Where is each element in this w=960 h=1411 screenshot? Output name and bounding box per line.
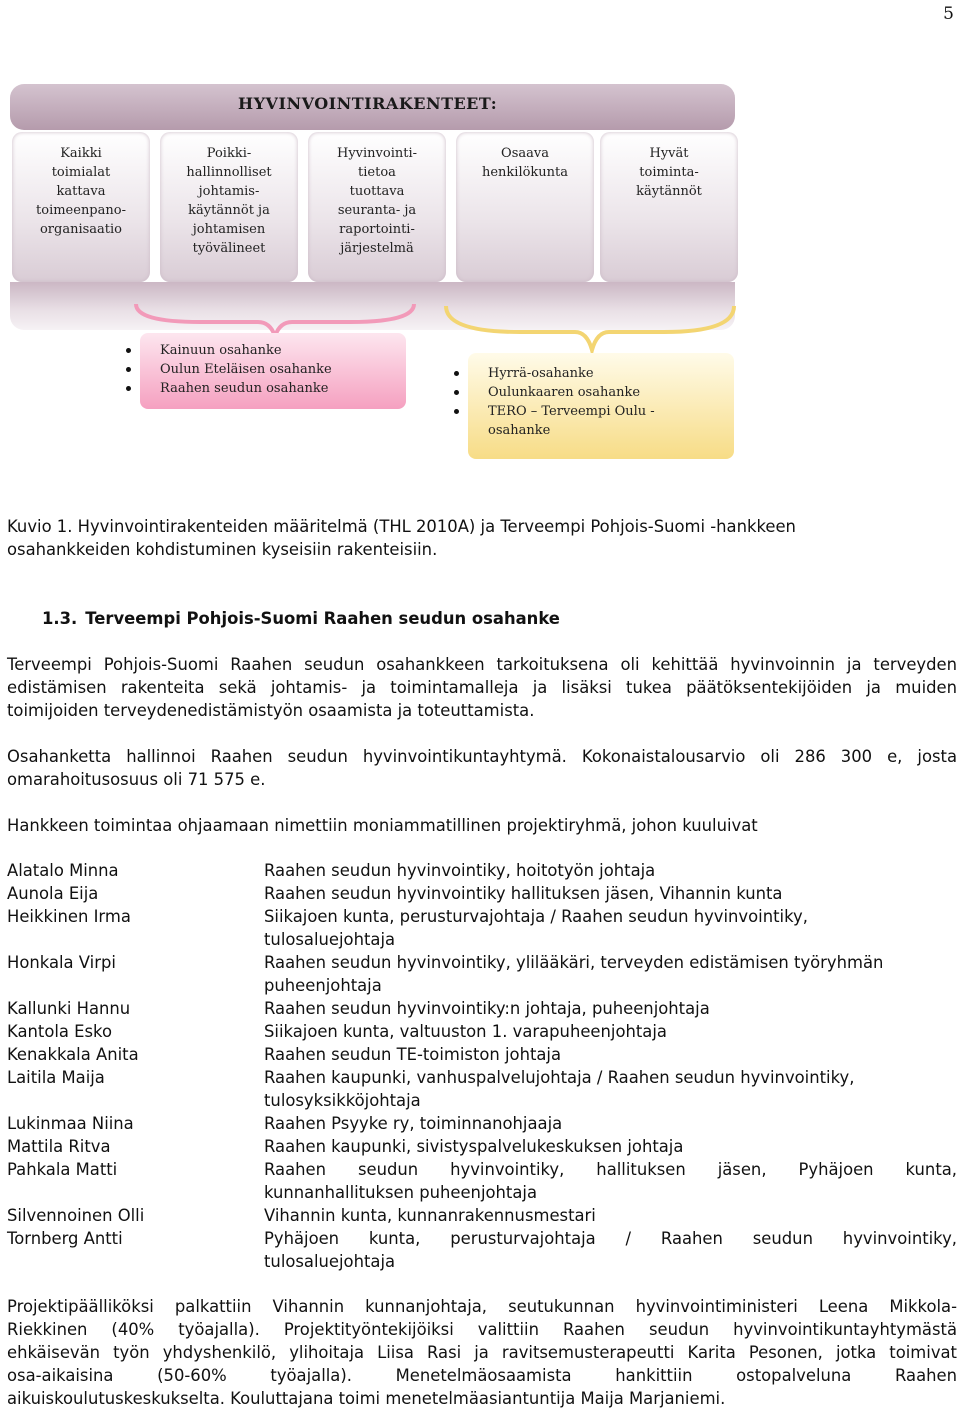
member-name: Laitila Maija [7,1068,105,1087]
right-brace-icon [440,300,740,356]
list-item [7,1227,957,1273]
member-role: kunnanhallituksen puheenjohtaja [264,1183,537,1202]
member-name: Kantola Esko [7,1022,112,1041]
list-item [7,882,957,905]
list-item [7,1204,957,1227]
section-number: 1.3. [42,609,78,628]
pillar-label: Osaava henkilökunta [481,146,569,180]
member-role: Raahen seudun hyvinvointiky hallituksen jäsen, Vihannin kunta [264,884,783,903]
list-item [7,905,957,951]
project-group-list [7,859,957,1273]
list-item [7,997,957,1020]
member-name: Mattila Ritva [7,1137,111,1156]
paragraph-purpose: Terveempi Pohjois-Suomi Raahen seudun osahankkeen tarkoituksena oli kehittää hyvinvoinnin ja terveyden edistämisen rakenteita sekä johtamis- ja toimintamalleja ja lisäksi tukea päätöksentekijöiden ja muiden toimijoiden terveydenedistämistyön osaamista ja toteuttamista. [7,655,957,720]
pillar-label: Hyvinvointi- tietoa tuottava seuranta- ja raportointi- järjestelmä [336,146,418,256]
section-title: Terveempi Pohjois-Suomi Raahen seudun osahanke [85,609,560,628]
member-role: Vihannin kunta, kunnanrakennusmestari [264,1206,596,1225]
list-item [7,951,957,997]
member-name: Pahkala Matti [7,1160,118,1179]
member-role: Raahen kaupunki, sivistyspalvelukeskuksen johtaja [264,1137,684,1156]
right-subprojects-list [454,364,655,440]
member-name: Aunola Eija [7,884,99,903]
member-role: Raahen seudun hyvinvointiky:n johtaja, puheenjohtaja [264,999,710,1018]
member-name: Tornberg Antti [7,1229,123,1248]
list-item [7,1135,957,1158]
member-name: Silvennoinen Olli [7,1206,145,1225]
member-name: Kallunki Hannu [7,999,131,1018]
list-item [7,859,957,882]
member-role: Siikajoen kunta, valtuuston 1. varapuheenjohtaja [264,1022,667,1041]
member-role: Raahen Psyyke ry, toiminnanohjaaja [264,1114,563,1133]
list-item [7,1112,957,1135]
page-number: 5 [943,4,954,24]
figure-title-bar [10,84,735,130]
member-role: puheenjohtaja [264,976,382,995]
member-role: Raahen kaupunki, vanhuspalvelujohtaja / Raahen seudun hyvinvointiky, [264,1068,855,1087]
member-role: Raahen seudun hyvinvointiky, hallituksen jäsen, Pyhäjoen kunta, [264,1160,957,1179]
list-item: Hyrrä-osahanke [454,364,655,383]
pillar-practices [600,132,738,282]
list-item [7,1020,957,1043]
member-name: Kenakkala Anita [7,1045,139,1064]
list-item: Oulun Eteläisen osahanke [126,360,332,379]
member-role: Pyhäjoen kunta, perusturvajohtaja / Raahen seudun hyvinvointiky, [264,1229,957,1248]
list-item [7,1043,957,1066]
figure-title: HYVINVOINTIRAKENTEET: [238,94,498,113]
member-name: Alatalo Minna [7,861,119,880]
paragraph-budget: Osahanketta hallinnoi Raahen seudun hyvinvointikuntayhtymä. Kokonaistalousarvio oli 286 300 e, josta omarahoitusosuus oli 71 575 e. [7,747,957,789]
list-item: Kainuun osahanke [126,341,332,360]
left-subprojects-list [126,341,332,398]
figure-caption: Kuvio 1. Hyvinvointirakenteiden määritelmä (THL 2010A) ja Terveempi Pohjois-Suomi -hankkeen osahankkeiden kohdistuminen kyseisiin rakenteisiin. [7,517,796,559]
pillar-label: Kaikki toimialat kattava toimeenpano- organisaatio [36,146,126,237]
member-role: tulosaluejohtaja [264,1252,396,1271]
member-name: Honkala Virpi [7,953,116,972]
member-role: tulosaluejohtaja [264,930,396,949]
wellbeing-structures-figure [0,0,960,480]
list-item [7,1066,957,1112]
paragraph-group-intro: Hankkeen toimintaa ohjaamaan nimettiin moniammatillinen projektiryhmä, johon kuuluivat [7,816,758,835]
member-role: tulosyksikköjohtaja [264,1091,421,1110]
section-heading [42,607,960,630]
pillar-management [160,132,298,282]
member-role: Siikajoen kunta, perusturvajohtaja / Raahen seudun hyvinvointiky, [264,907,808,926]
list-item: TERO – Terveempi Oulu - osahanke [454,402,655,440]
member-role: Raahen seudun TE-toimiston johtaja [264,1045,562,1064]
list-item: Oulunkaaren osahanke [454,383,655,402]
member-name: Heikkinen Irma [7,907,131,926]
list-item: Raahen seudun osahanke [126,379,332,398]
member-name: Lukinmaa Niina [7,1114,134,1133]
pillar-label: Poikki- hallinnolliset johtamis- käytännöt ja johtamisen työvälineet [186,146,272,256]
pillar-monitoring [308,132,446,282]
paragraph-staff: Projektipäälliköksi palkattiin Vihannin kunnanjohtaja, seutukunnan hyvinvointiministeri Leena Mikkola- Riekkinen (40% työajalla). Projektityöntekijöiksi valittiin Raahen seudun hyvinvointikuntayhtymästä ehkäisevän työn yhdyshenkilö, ylihoitaja Liisa Rasi ja ravitsemusterapeutti Karita Pesonen, jotka toimivat osa-aikaisina (50-60% työajalla). Menetelmäosaamista hankittiin ostopalveluna Raahen aikuiskoulutuskeskukselta. Kouluttajana toimi menetelmäasiantuntija Maija Marjaniemi. [7,1297,957,1408]
pillar-personnel [456,132,594,282]
list-item [7,1158,957,1204]
member-role: Raahen seudun hyvinvointiky, hoitotyön johtaja [264,861,656,880]
pillar-organisation [12,132,150,282]
member-role: Raahen seudun hyvinvointiky, ylilääkäri, terveyden edistämisen työryhmän [264,953,884,972]
pillar-label: Hyvät toiminta- käytännöt [636,146,702,199]
